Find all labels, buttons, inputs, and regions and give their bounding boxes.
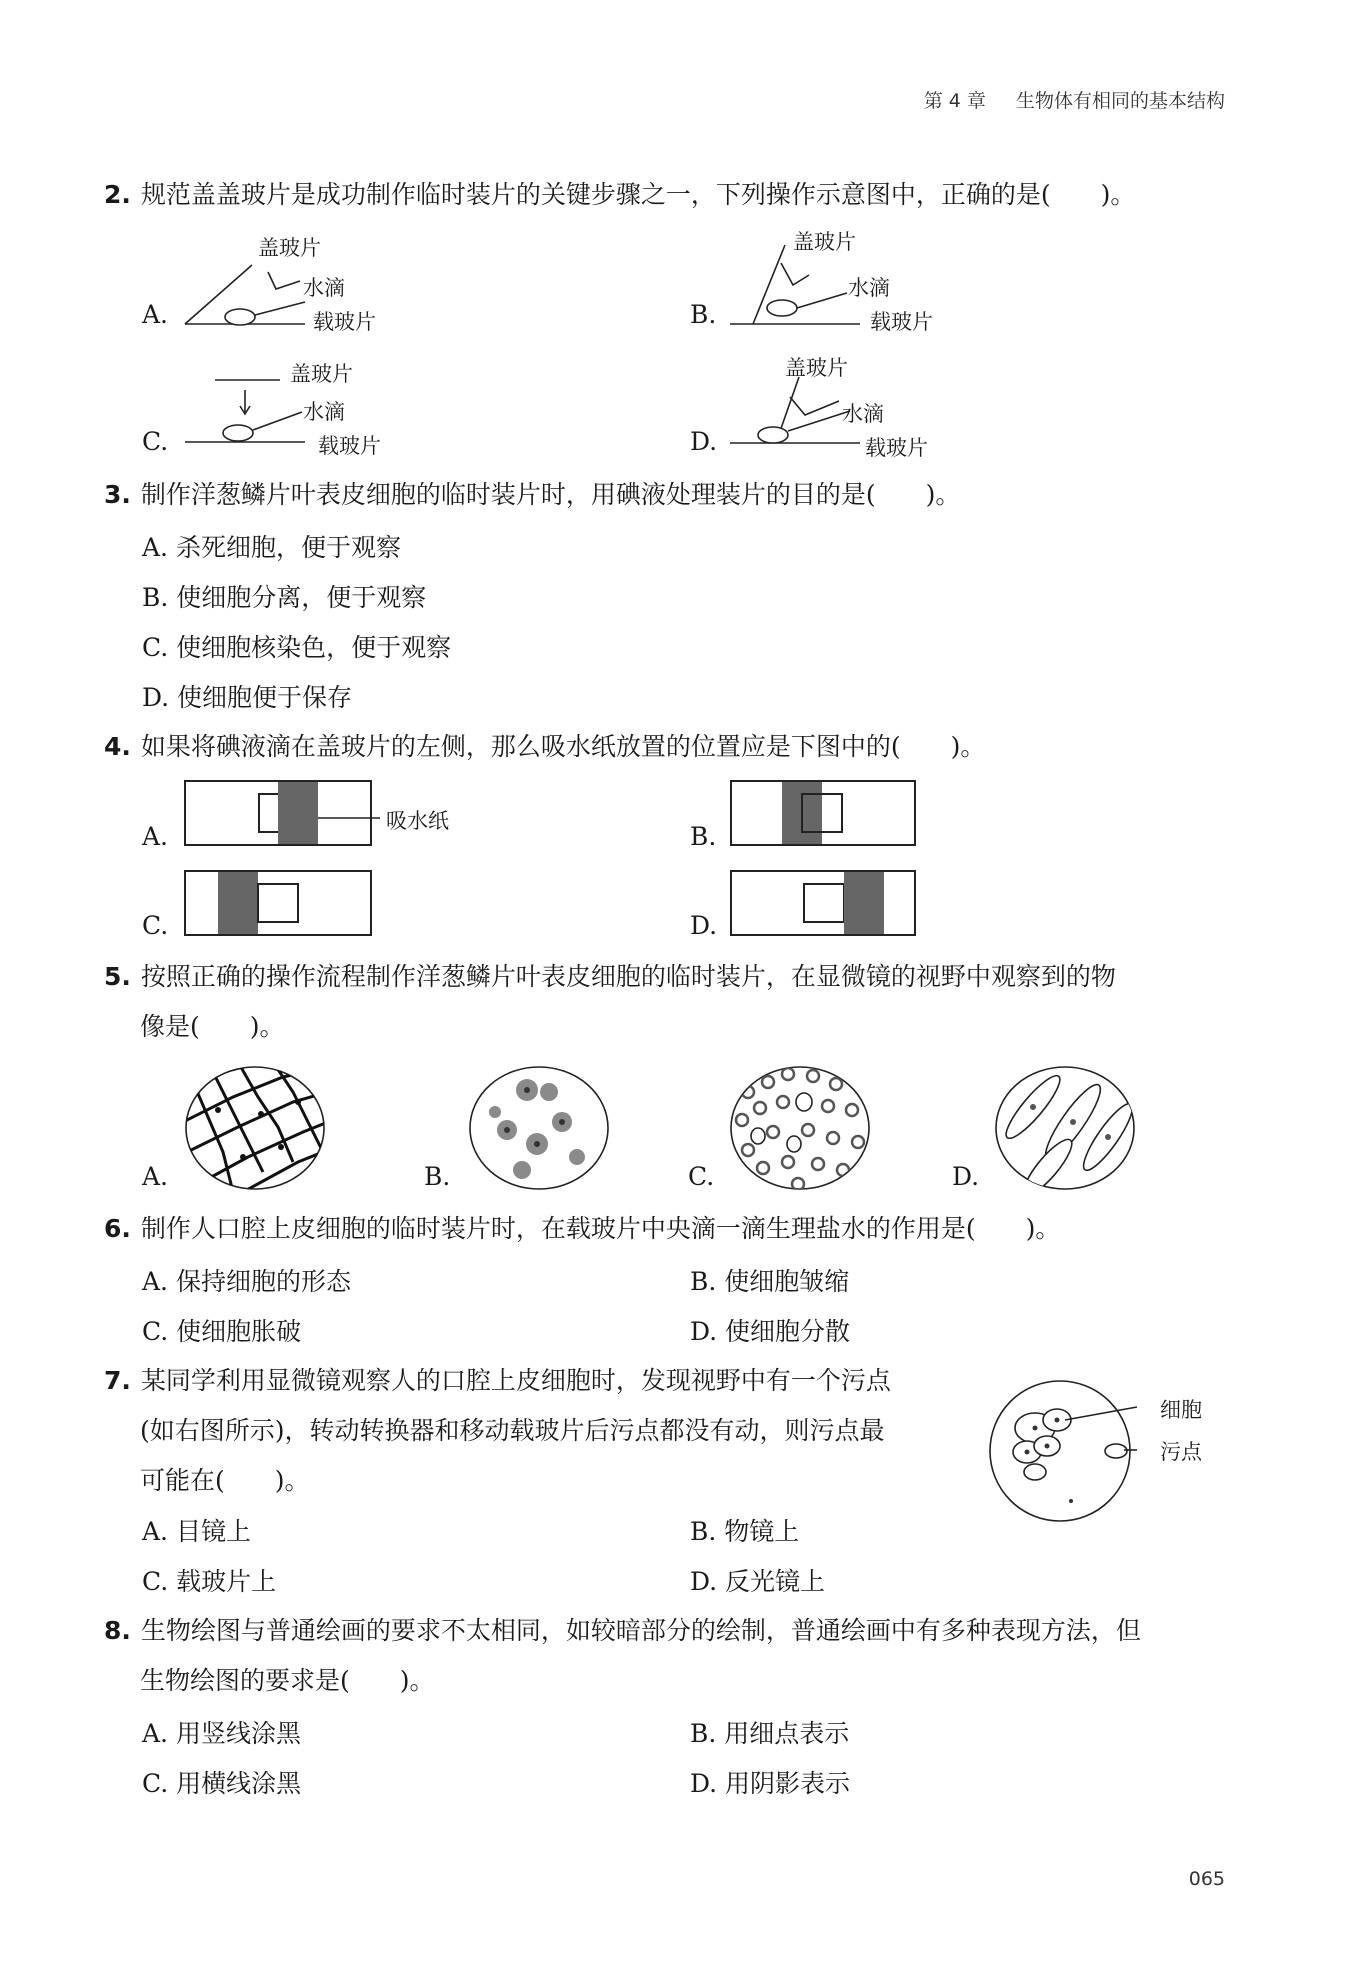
question-text-line1: 按照正确的操作流程制作洋葱鳞片叶表皮细胞的临时装片，在显微镜的视野中观察到的物 <box>140 962 1116 991</box>
option-b: B. 物镜上 <box>690 1517 800 1546</box>
question-3 <box>104 476 960 514</box>
option-c: C. 用横线涂黑 <box>142 1769 302 1798</box>
slide-label: 载玻片 <box>870 310 933 334</box>
question-5 <box>104 958 1116 996</box>
question-number: 2. <box>104 180 131 209</box>
option-label: C. <box>142 427 169 456</box>
slide-diagram-b <box>728 778 918 850</box>
slide-diagram-a <box>182 778 382 850</box>
coverslip-label: 盖玻片 <box>785 356 848 380</box>
question-number: 4. <box>104 732 131 761</box>
option-label: B. <box>424 1162 451 1191</box>
option-label: D. <box>690 911 718 940</box>
question-5-line2: 像是( )。 <box>140 1012 285 1041</box>
question-number: 3. <box>104 480 131 509</box>
question-2 <box>104 176 1135 214</box>
question-text: 制作人口腔上皮细胞的临时装片时，在载玻片中央滴一滴生理盐水的作用是( )。 <box>140 1214 1061 1243</box>
slide-label: 载玻片 <box>318 434 381 458</box>
slide-diagram-c <box>182 868 377 940</box>
question-text: 制作洋葱鳞片叶表皮细胞的临时装片时，用碘液处理装片的目的是( )。 <box>140 480 961 509</box>
question-number: 5. <box>104 962 131 991</box>
option-c: C. 载玻片上 <box>142 1567 277 1596</box>
option-d: D. 使细胞分散 <box>690 1317 851 1346</box>
option-a: A. 目镜上 <box>142 1517 251 1546</box>
question-number: 8. <box>104 1616 131 1645</box>
option-label: D. <box>952 1162 980 1191</box>
chapter-title: 生物体有相同的基本结构 <box>1015 90 1225 112</box>
question-6 <box>104 1210 1060 1248</box>
option-c: C. 使细胞胀破 <box>142 1317 302 1346</box>
question-number: 7. <box>104 1366 131 1395</box>
question-text: 如果将碘液滴在盖玻片的左侧，那么吸水纸放置的位置应是下图中的( )。 <box>140 732 986 761</box>
onion-cells-micrograph <box>183 1062 328 1192</box>
water-drop-label: 水滴 <box>303 276 345 300</box>
option-label: A. <box>142 300 169 329</box>
option-a: A. 杀死细胞，便于观察 <box>142 533 401 562</box>
slide-label: 载玻片 <box>313 310 376 334</box>
option-label: A. <box>142 822 169 851</box>
question-8 <box>104 1612 1141 1650</box>
option-b: B. 使细胞皱缩 <box>690 1267 850 1296</box>
question-number: 6. <box>104 1214 131 1243</box>
option-b: B. 使细胞分离，便于观察 <box>142 583 427 612</box>
option-a: A. 用竖线涂黑 <box>142 1719 301 1748</box>
slide-diagram-d <box>728 868 918 940</box>
question-7-line2: (如右图所示)，转动转换器和移动载玻片后污点都没有动，则污点最 <box>140 1416 885 1445</box>
question-8-line2: 生物绘图的要求是( )。 <box>140 1666 435 1695</box>
option-d: D. 使细胞便于保存 <box>142 683 353 712</box>
water-drop-label: 水滴 <box>842 402 884 426</box>
chapter-number: 第 4 章 <box>923 90 986 112</box>
running-header <box>924 86 1225 113</box>
water-drop-label: 水滴 <box>303 400 345 424</box>
microscope-field-diagram <box>985 1376 1155 1526</box>
option-c: C. 使细胞核染色，便于观察 <box>142 633 452 662</box>
spot-label: 污点 <box>1160 1440 1202 1464</box>
option-b: B. 用细点表示 <box>690 1719 850 1748</box>
question-7-line3: 可能在( )。 <box>140 1466 310 1495</box>
blood-cells-micrograph <box>728 1062 873 1192</box>
question-text-line1: 某同学利用显微镜观察人的口腔上皮细胞时，发现视野中有一个污点 <box>140 1366 891 1395</box>
option-label: D. <box>690 427 718 456</box>
option-label: C. <box>688 1162 715 1191</box>
oral-cells-micrograph <box>467 1062 612 1192</box>
spindle-cells-micrograph <box>993 1062 1138 1192</box>
water-drop-label: 水滴 <box>848 276 890 300</box>
blotting-paper-label: 吸水纸 <box>386 809 449 833</box>
option-label: B. <box>690 300 717 329</box>
option-label: A. <box>142 1162 169 1191</box>
cell-label: 细胞 <box>1160 1398 1202 1422</box>
question-text: 规范盖盖玻片是成功制作临时装片的关键步骤之一，下列操作示意图中，正确的是( )。 <box>140 180 1136 209</box>
coverslip-label: 盖玻片 <box>290 362 353 386</box>
option-label: C. <box>142 911 169 940</box>
page-number: 065 <box>1188 1868 1225 1890</box>
coverslip-label: 盖玻片 <box>793 230 856 254</box>
option-a: A. 保持细胞的形态 <box>142 1267 351 1296</box>
question-4 <box>104 728 985 766</box>
slide-label: 载玻片 <box>865 436 928 460</box>
option-label: B. <box>690 822 717 851</box>
coverslip-label: 盖玻片 <box>258 236 321 260</box>
option-d: D. 用阴影表示 <box>690 1769 851 1798</box>
question-7 <box>104 1362 891 1400</box>
option-d: D. 反光镜上 <box>690 1567 826 1596</box>
question-text-line1: 生物绘图与普通绘画的要求不太相同，如较暗部分的绘制，普通绘画中有多种表现方法，但 <box>140 1616 1141 1645</box>
